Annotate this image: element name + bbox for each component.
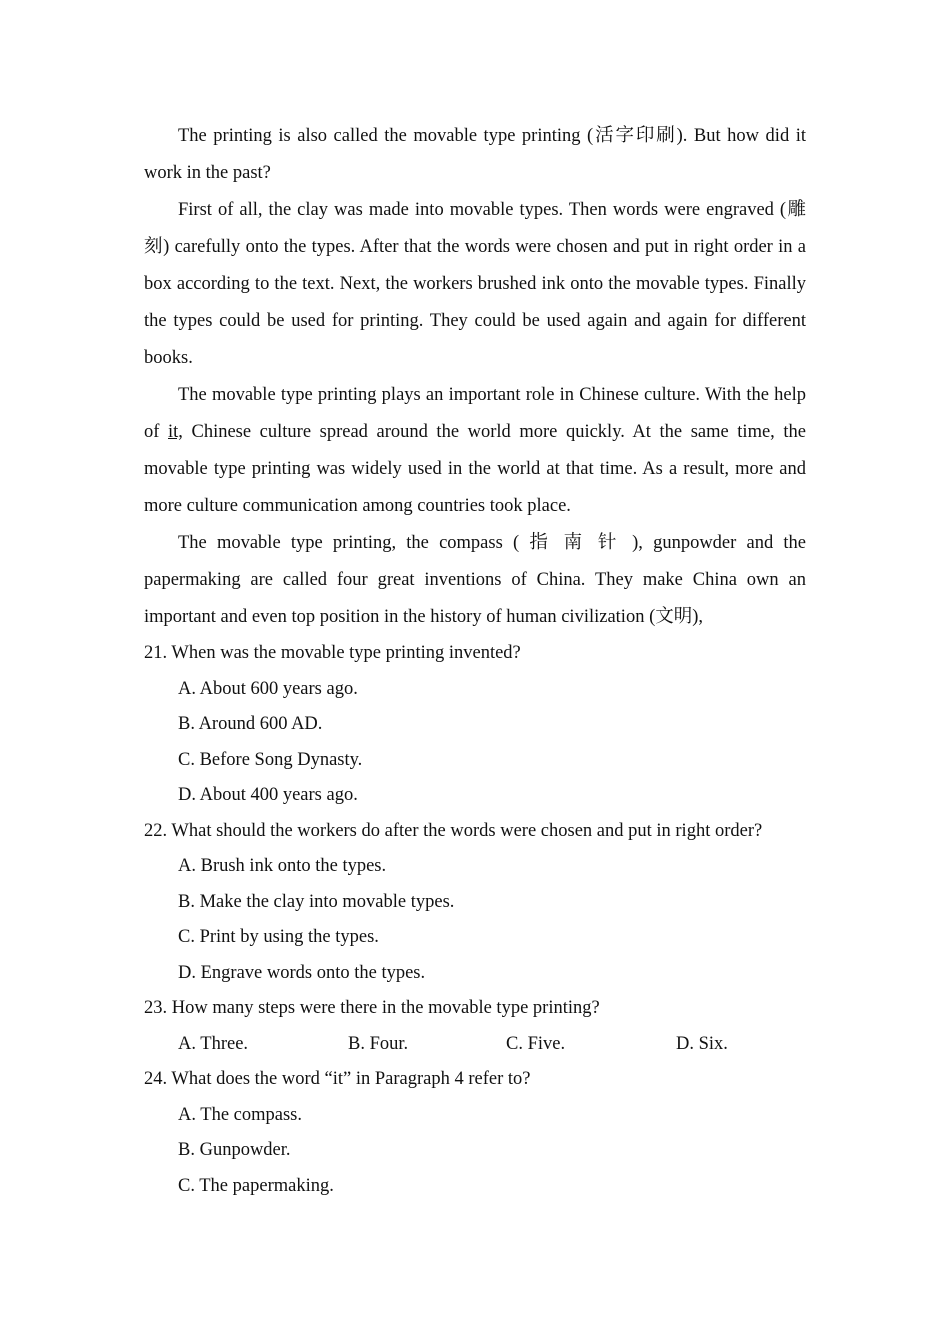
question-24-option-b: B. Gunpowder. xyxy=(178,1140,291,1160)
question-24-option-c: C. The papermaking. xyxy=(178,1175,334,1196)
question-24 xyxy=(144,1062,806,1204)
question-21 xyxy=(144,636,806,814)
question-22-stem: 22. What should the workers do after the words were chosen and put in right order? xyxy=(144,820,763,841)
question-24-stem: 24. What does the word “it” in Paragraph 4 refer to? xyxy=(144,1069,531,1089)
passage-paragraph-2: First of all, the clay was made into movable types. Then words were engraved (雕刻) carefully onto the types. After that the words were chosen and put in right order in a box according to the text. Next, the workers brushed ink onto the movable types. Finally the types could be used for printing. They could be used again and again for different books. xyxy=(144,200,806,368)
document-page xyxy=(144,118,806,1204)
question-21-option-d: D. About 400 years ago. xyxy=(178,785,358,805)
question-22-option-d: D. Engrave words onto the types. xyxy=(178,962,426,983)
passage-paragraph-3 xyxy=(144,377,806,525)
paragraph-3-text-before: The movable type printing plays an important role in Chinese culture. With the help of xyxy=(144,385,806,442)
question-22-option-b: B. Make the clay into movable types. xyxy=(178,891,455,912)
passage-paragraph-1: The printing is also called the movable type printing (活字印刷). But how did it work in the past? xyxy=(144,126,806,183)
question-21-option-b: B. Around 600 AD. xyxy=(178,714,323,734)
passage-paragraph-4: The movable type printing, the compass ( 指 南 针 ), gunpowder and the papermaking are called four great inventions of China. They make China own an important and even top position in the history of human civilization (文明), xyxy=(144,533,806,627)
question-23-stem: 23. How many steps were there in the movable type printing? xyxy=(144,998,600,1018)
question-21-stem: 21. When was the movable type printing invented? xyxy=(144,643,521,663)
paragraph-3-text-after: Chinese culture spread around the world more quickly. At the same time, the movable type printing was widely used in the world at that time. As a result, more and more culture communication among countries took place. xyxy=(144,422,806,516)
question-23-option-a: A. Three. xyxy=(178,1033,249,1054)
question-23-option-b: B. Four. xyxy=(348,1033,409,1054)
question-23-options-row xyxy=(144,1027,806,1063)
question-22-option-c: C. Print by using the types. xyxy=(178,927,379,947)
underlined-word-it: it, xyxy=(168,422,183,442)
question-21-option-c: C. Before Song Dynasty. xyxy=(178,749,363,770)
question-23-option-d: D. Six. xyxy=(676,1033,728,1054)
question-22-option-a: A. Brush ink onto the types. xyxy=(178,856,387,876)
question-24-option-a: A. The compass. xyxy=(178,1104,302,1125)
question-23 xyxy=(144,991,806,1062)
question-23-option-c: C. Five. xyxy=(506,1033,566,1054)
question-21-option-a: A. About 600 years ago. xyxy=(178,678,358,699)
question-22 xyxy=(144,814,806,992)
